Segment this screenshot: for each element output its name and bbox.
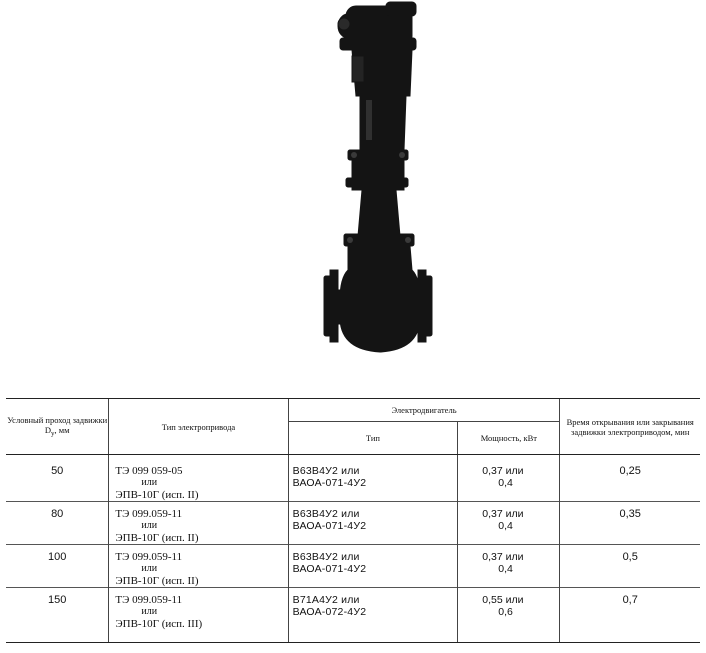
power-alt: 0,4 bbox=[498, 477, 513, 489]
table-row bbox=[6, 502, 700, 545]
drive-type-alt: ЭПВ-10Г (исп. II) bbox=[115, 532, 199, 544]
header-nominal-bore bbox=[6, 399, 109, 455]
cell-motor-type bbox=[288, 588, 458, 643]
cell-motor-power bbox=[458, 455, 560, 502]
cell-motor-type bbox=[288, 455, 458, 502]
gate-valve-illustration bbox=[300, 0, 460, 380]
time-value: 0,7 bbox=[622, 594, 638, 606]
header-nominal-bore-unit: , мм bbox=[54, 424, 70, 435]
drive-type-alt: ЭПВ-10Г (исп. II) bbox=[115, 575, 199, 587]
cell-time bbox=[560, 545, 700, 588]
drive-type-or: или bbox=[141, 477, 158, 488]
cell-drive bbox=[109, 588, 288, 643]
power-alt: 0,4 bbox=[498, 520, 513, 532]
drive-type-line: ТЭ 099.059-11 bbox=[115, 551, 183, 563]
motor-type-line: В63В4У2 или bbox=[292, 551, 360, 563]
drive-type-line: ТЭ 099 059-05 bbox=[115, 465, 183, 477]
motor-type-line: В71А4У2 или bbox=[292, 594, 360, 606]
drive-type-line: ТЭ 099.059-11 bbox=[115, 508, 183, 520]
drive-type-or: или bbox=[141, 520, 158, 531]
cell-time bbox=[560, 588, 700, 643]
motor-type-alt: ВАОА-071-4У2 bbox=[292, 477, 367, 489]
cell-motor-type bbox=[288, 502, 458, 545]
power-value: 0,37 или bbox=[482, 508, 524, 520]
drive-type-line: ТЭ 099.059-11 bbox=[115, 594, 183, 606]
header-open-close-time: Время открывания или закрывания задвижки электроприводом, мин bbox=[560, 399, 700, 455]
cell-size bbox=[6, 588, 109, 643]
size-value: 80 bbox=[51, 508, 64, 520]
drive-type-alt: ЭПВ-10Г (исп. III) bbox=[115, 618, 203, 630]
power-value: 0,37 или bbox=[482, 551, 524, 563]
cell-drive bbox=[109, 455, 288, 502]
drive-type-alt: ЭПВ-10Г (исп. II) bbox=[115, 489, 199, 501]
header-nominal-bore-sub: у bbox=[50, 429, 55, 438]
cell-time bbox=[560, 502, 700, 545]
cell-size bbox=[6, 545, 109, 588]
motor-type-line: В63В4У2 или bbox=[292, 508, 360, 520]
electric-drive-spec-table bbox=[6, 398, 700, 643]
header-motor-type: Тип bbox=[288, 422, 458, 455]
cell-motor-power bbox=[458, 545, 560, 588]
motor-type-alt: ВАОА-071-4У2 bbox=[292, 520, 367, 532]
time-value: 0,35 bbox=[619, 508, 641, 520]
power-alt: 0,6 bbox=[498, 606, 513, 618]
header-motor-power: Мощность, кВт bbox=[458, 422, 560, 455]
header-motor-group: Электродвигатель bbox=[288, 399, 560, 422]
size-value: 100 bbox=[48, 551, 67, 563]
motor-type-alt: ВАОА-072-4У2 bbox=[292, 606, 367, 618]
time-value: 0,25 bbox=[619, 465, 641, 477]
table-row bbox=[6, 588, 700, 643]
size-value: 50 bbox=[51, 465, 64, 477]
gate-valve-with-electric-drive-icon bbox=[300, 0, 460, 380]
table-row bbox=[6, 455, 700, 502]
cell-size bbox=[6, 502, 109, 545]
cell-drive bbox=[109, 545, 288, 588]
size-value: 150 bbox=[48, 594, 67, 606]
power-alt: 0,4 bbox=[498, 563, 513, 575]
header-drive-type: Тип электропривода bbox=[109, 399, 288, 455]
cell-time bbox=[560, 455, 700, 502]
cell-size bbox=[6, 455, 109, 502]
motor-type-line: В63В4У2 или bbox=[292, 465, 360, 477]
cell-drive bbox=[109, 502, 288, 545]
header-nominal-bore-text: Условный проход задвижки D bbox=[7, 414, 108, 435]
time-value: 0,5 bbox=[622, 551, 638, 563]
table-row bbox=[6, 545, 700, 588]
drive-type-or: или bbox=[141, 563, 158, 574]
drive-type-or: или bbox=[141, 606, 158, 617]
cell-motor-power bbox=[458, 588, 560, 643]
cell-motor-type bbox=[288, 545, 458, 588]
power-value: 0,55 или bbox=[482, 594, 524, 606]
cell-motor-power bbox=[458, 502, 560, 545]
power-value: 0,37 или bbox=[482, 465, 524, 477]
motor-type-alt: ВАОА-071-4У2 bbox=[292, 563, 367, 575]
